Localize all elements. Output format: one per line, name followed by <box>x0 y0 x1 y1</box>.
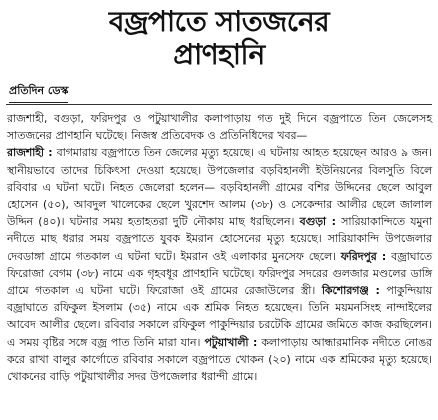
report-text: পাকুন্দিয়ায় বজ্রাঘাতে রফিকুল ইসলাম (৩৫) নামে এক শ্রমিক নিহত হয়েছেন। তিনি ময়মনসিংহ নান্দাইলের আবেদ আলীর ছেলে। রবিবার সকালে রফিকুল পাকুন্দিয়ার চরটেকি গ্রামের জমিতে কাজ করছিলেন। এ সময় বৃষ্টির সঙ্গে বজ্র পাত তিনি মারা যান। <box>7 284 432 349</box>
article-reports <box>7 144 432 385</box>
report-text: বাগমারায় বজ্রপাতে তিন জেলের মৃত্যু হয়েছে। এ ঘটনায় আহত হয়েছেন আরও ৯ জন। স্থানীয়ভাবে তাদের চিকিৎসা দেওয়া হয়েছে। উপজেলার বড়বিহানলী ইউনিয়নের বিলসুতি বিলে রবিবার এ ঘটনা ঘটে। নিহত জেলেরা হলেন— বড়বিহানলী গ্রামের বশির উদ্দিনের ছেলে আবুল হোসেন (৫০), আবদুল খালেকের ছেলে খুরশেদ আলম (৩৮) ও সেকেন্দার আলীর ছেলে জালাল উদ্দিন (৪০)। ঘটনার সময় হতাহতরা দুটি নৌকায় মাছ ধরছিলেন। <box>7 146 432 229</box>
report-text: কলাপাড়ায় আন্ধারমানিক নদীতে নোঙর করে রাখা বালুর কার্গোতে রবিবার সকালে বজ্রপাতে খোকন (২০) নামে এক শ্রমিকের মৃত্যু হয়েছে। খোকনের বাড়ি পটুয়াখালীর সদর উপজেলার ধরান্দী গ্রামে। <box>7 335 432 384</box>
report-text: সারিয়াকান্দিতে যমুনা নদীতে মাছ ধরার সময় বজ্রপাতে যুবক ইমরান হোসেনের মৃত্যু হয়েছে। সারিয়াকান্দি উপজেলার দেবডাঙ্গা গ্রামে গতকাল এ ঘটনা ঘটে। ইমরান ওই এলাকার মুনসেফ ছেলে। <box>7 215 432 263</box>
article-lead <box>7 110 432 144</box>
report-text: বজ্রাঘাতে ফিরোজা বেগম (৩৮) নামে এক গৃহবধূর প্রাণহানি ঘটেছে। ফরিদপুর সদরের গুলজার মণ্ডলের ডাঙ্গি গ্রামে গতকাল এ ঘটনা ঘটে। ফিরোজা ওই গ্রামের রেজাউলের স্ত্রী। <box>7 249 433 298</box>
article-headline <box>0 0 438 70</box>
headline-line-2: প্রাণহানি <box>173 38 265 71</box>
byline: প্রতিদিন ডেস্ক <box>9 82 68 103</box>
report-place: রাজশাহী : <box>7 146 53 160</box>
report-place: বগুড়া : <box>299 215 336 229</box>
report-place: পটুয়াখালী : <box>204 335 258 349</box>
report-place: কিশোরগঞ্জ : <box>321 284 380 298</box>
headline-line-1: বজ্রপাতে সাতজনের <box>108 5 330 38</box>
article-body <box>7 110 432 385</box>
byline-divider <box>6 104 432 105</box>
report-place: ফরিদপুর : <box>340 249 387 263</box>
lead-text: রাজশাহী, বগুড়া, ফরিদপুর ও পটুয়াখালীর কলাপাড়ায় গত দুই দিনে বজ্রপাতে তিন জেলেসহ সাতজনের প্রাণহানি ঘটেছে। নিজস্ব প্রতিবেদক ও প্রতিনিধিদের খবর— <box>7 112 432 143</box>
